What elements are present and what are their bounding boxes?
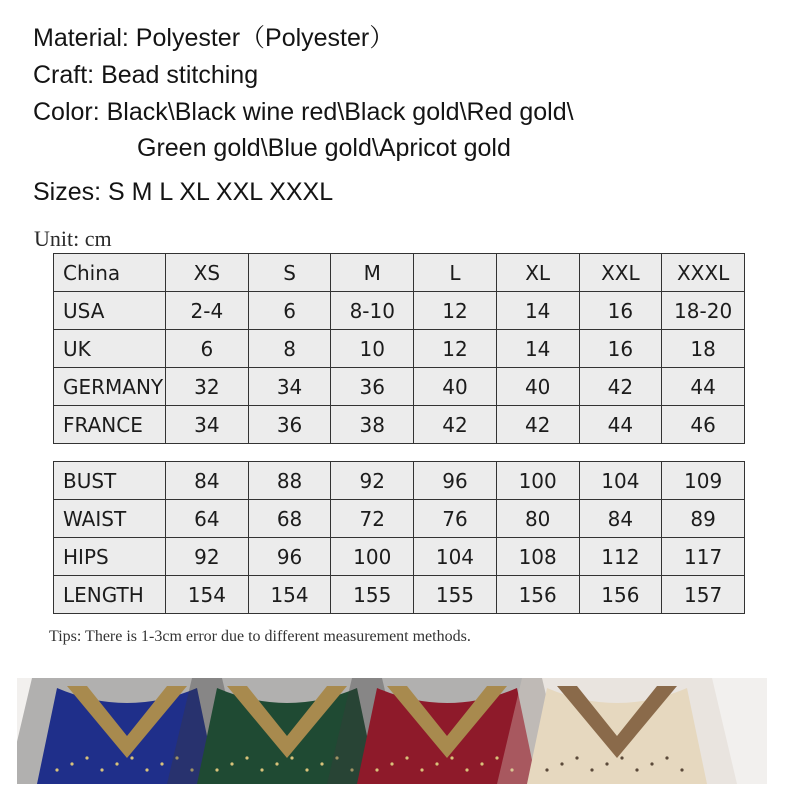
row-label: FRANCE bbox=[54, 406, 166, 444]
row-label: BUST bbox=[54, 462, 166, 500]
size-conversion-table bbox=[53, 253, 745, 444]
table-cell: 42 bbox=[414, 406, 497, 444]
sequin-dot bbox=[130, 756, 133, 759]
sequin-dot bbox=[435, 762, 438, 765]
sequin-dot bbox=[480, 762, 483, 765]
table-cell: 68 bbox=[248, 500, 331, 538]
row-label: LENGTH bbox=[54, 576, 166, 614]
sequin-dot bbox=[230, 762, 233, 765]
size-row-uk bbox=[54, 330, 745, 368]
table-cell: 112 bbox=[579, 538, 662, 576]
sequin-dot bbox=[275, 762, 278, 765]
table-cell: 32 bbox=[166, 368, 249, 406]
sequin-dot bbox=[450, 756, 453, 759]
table-cell: 36 bbox=[331, 368, 414, 406]
sequin-dot bbox=[160, 762, 163, 765]
sequin-dot bbox=[145, 768, 148, 771]
table-cell: 154 bbox=[248, 576, 331, 614]
table-cell: 96 bbox=[414, 462, 497, 500]
measure-row-waist bbox=[54, 500, 745, 538]
table-cell: XS bbox=[166, 254, 249, 292]
table-cell: 14 bbox=[496, 292, 579, 330]
table-cell: XXXL bbox=[662, 254, 745, 292]
table-cell: 108 bbox=[496, 538, 579, 576]
table-cell: 38 bbox=[331, 406, 414, 444]
table-cell: 42 bbox=[496, 406, 579, 444]
row-label: China bbox=[54, 254, 166, 292]
sequin-dot bbox=[260, 768, 263, 771]
row-label: HIPS bbox=[54, 538, 166, 576]
table-cell: 64 bbox=[166, 500, 249, 538]
measure-row-hips bbox=[54, 538, 745, 576]
spec-color-line-2: Green gold\Blue gold\Apricot gold bbox=[137, 134, 511, 162]
table-cell: 18-20 bbox=[662, 292, 745, 330]
table-cell: 72 bbox=[331, 500, 414, 538]
dress-color-photo bbox=[17, 678, 767, 784]
table-cell: 46 bbox=[662, 406, 745, 444]
table-cell: 42 bbox=[579, 368, 662, 406]
table-cell: 92 bbox=[331, 462, 414, 500]
unit-label: Unit: cm bbox=[34, 226, 112, 251]
table-cell: 156 bbox=[579, 576, 662, 614]
size-row-usa bbox=[54, 292, 745, 330]
table-cell: 40 bbox=[414, 368, 497, 406]
table-cell: 2-4 bbox=[166, 292, 249, 330]
sequin-dot bbox=[375, 768, 378, 771]
table-cell: 12 bbox=[414, 330, 497, 368]
table-cell: 8-10 bbox=[331, 292, 414, 330]
sequin-dot bbox=[245, 756, 248, 759]
table-cell: 40 bbox=[496, 368, 579, 406]
table-cell: S bbox=[248, 254, 331, 292]
sequin-dot bbox=[620, 756, 623, 759]
sequin-dot bbox=[320, 762, 323, 765]
sequin-dot bbox=[85, 756, 88, 759]
body-measurement-table bbox=[53, 461, 745, 614]
sequin-dot bbox=[590, 768, 593, 771]
sequin-dot bbox=[680, 768, 683, 771]
sequin-dot bbox=[650, 762, 653, 765]
table-cell: 6 bbox=[166, 330, 249, 368]
sequin-dot bbox=[545, 768, 548, 771]
table-cell: 156 bbox=[496, 576, 579, 614]
table-cell: 104 bbox=[579, 462, 662, 500]
table-cell: 8 bbox=[248, 330, 331, 368]
table-cell: 34 bbox=[248, 368, 331, 406]
table-cell: 84 bbox=[579, 500, 662, 538]
measure-row-length bbox=[54, 576, 745, 614]
table-cell: 89 bbox=[662, 500, 745, 538]
table-cell: 100 bbox=[496, 462, 579, 500]
table-cell: 44 bbox=[579, 406, 662, 444]
table-cell: 96 bbox=[248, 538, 331, 576]
table-cell: 154 bbox=[166, 576, 249, 614]
sequin-dot bbox=[405, 756, 408, 759]
sequin-dot bbox=[215, 768, 218, 771]
sequin-dot bbox=[55, 768, 58, 771]
sequin-dot bbox=[605, 762, 608, 765]
table-cell: 34 bbox=[166, 406, 249, 444]
table-cell: M bbox=[331, 254, 414, 292]
table-cell: 109 bbox=[662, 462, 745, 500]
table-cell: 100 bbox=[331, 538, 414, 576]
sequin-dot bbox=[495, 756, 498, 759]
table-cell: 12 bbox=[414, 292, 497, 330]
row-label: WAIST bbox=[54, 500, 166, 538]
table-cell: 155 bbox=[414, 576, 497, 614]
table-cell: 44 bbox=[662, 368, 745, 406]
table-cell: 80 bbox=[496, 500, 579, 538]
table-cell: 84 bbox=[166, 462, 249, 500]
sequin-dot bbox=[420, 768, 423, 771]
spec-material: Material: Polyester（Polyester） bbox=[33, 24, 395, 52]
sequin-dot bbox=[100, 768, 103, 771]
sequin-dot bbox=[115, 762, 118, 765]
table-cell: 10 bbox=[331, 330, 414, 368]
row-label: UK bbox=[54, 330, 166, 368]
table-cell: 117 bbox=[662, 538, 745, 576]
table-cell: 157 bbox=[662, 576, 745, 614]
body-measurement-table-body bbox=[54, 462, 745, 614]
size-row-china bbox=[54, 254, 745, 292]
sequin-dot bbox=[465, 768, 468, 771]
table-cell: 6 bbox=[248, 292, 331, 330]
table-cell: L bbox=[414, 254, 497, 292]
sequin-dot bbox=[635, 768, 638, 771]
table-cell: 16 bbox=[579, 330, 662, 368]
spec-color-line-1: Color: Black\Black wine red\Black gold\Red gold\ bbox=[33, 98, 574, 126]
spec-craft: Craft: Bead stitching bbox=[33, 61, 259, 89]
table-cell: 18 bbox=[662, 330, 745, 368]
table-cell: 92 bbox=[166, 538, 249, 576]
row-label: USA bbox=[54, 292, 166, 330]
sequin-dot bbox=[665, 756, 668, 759]
size-conversion-table-body bbox=[54, 254, 745, 444]
sequin-dot bbox=[575, 756, 578, 759]
sequin-dot bbox=[560, 762, 563, 765]
table-cell: 155 bbox=[331, 576, 414, 614]
sequin-dot bbox=[70, 762, 73, 765]
table-cell: 104 bbox=[414, 538, 497, 576]
table-cell: 88 bbox=[248, 462, 331, 500]
table-cell: 14 bbox=[496, 330, 579, 368]
sequin-dot bbox=[305, 768, 308, 771]
measure-row-bust bbox=[54, 462, 745, 500]
sequin-dot bbox=[290, 756, 293, 759]
table-cell: XL bbox=[496, 254, 579, 292]
table-cell: 16 bbox=[579, 292, 662, 330]
dress-illustration bbox=[17, 678, 767, 784]
row-label: GERMANY bbox=[54, 368, 166, 406]
table-cell: 36 bbox=[248, 406, 331, 444]
size-row-germany bbox=[54, 368, 745, 406]
sequin-dot bbox=[390, 762, 393, 765]
size-row-france bbox=[54, 406, 745, 444]
spec-sizes: Sizes: S M L XL XXL XXXL bbox=[33, 178, 334, 206]
measurement-tips: Tips: There is 1-3cm error due to different measurement methods. bbox=[49, 628, 471, 645]
table-cell: XXL bbox=[579, 254, 662, 292]
table-cell: 76 bbox=[414, 500, 497, 538]
